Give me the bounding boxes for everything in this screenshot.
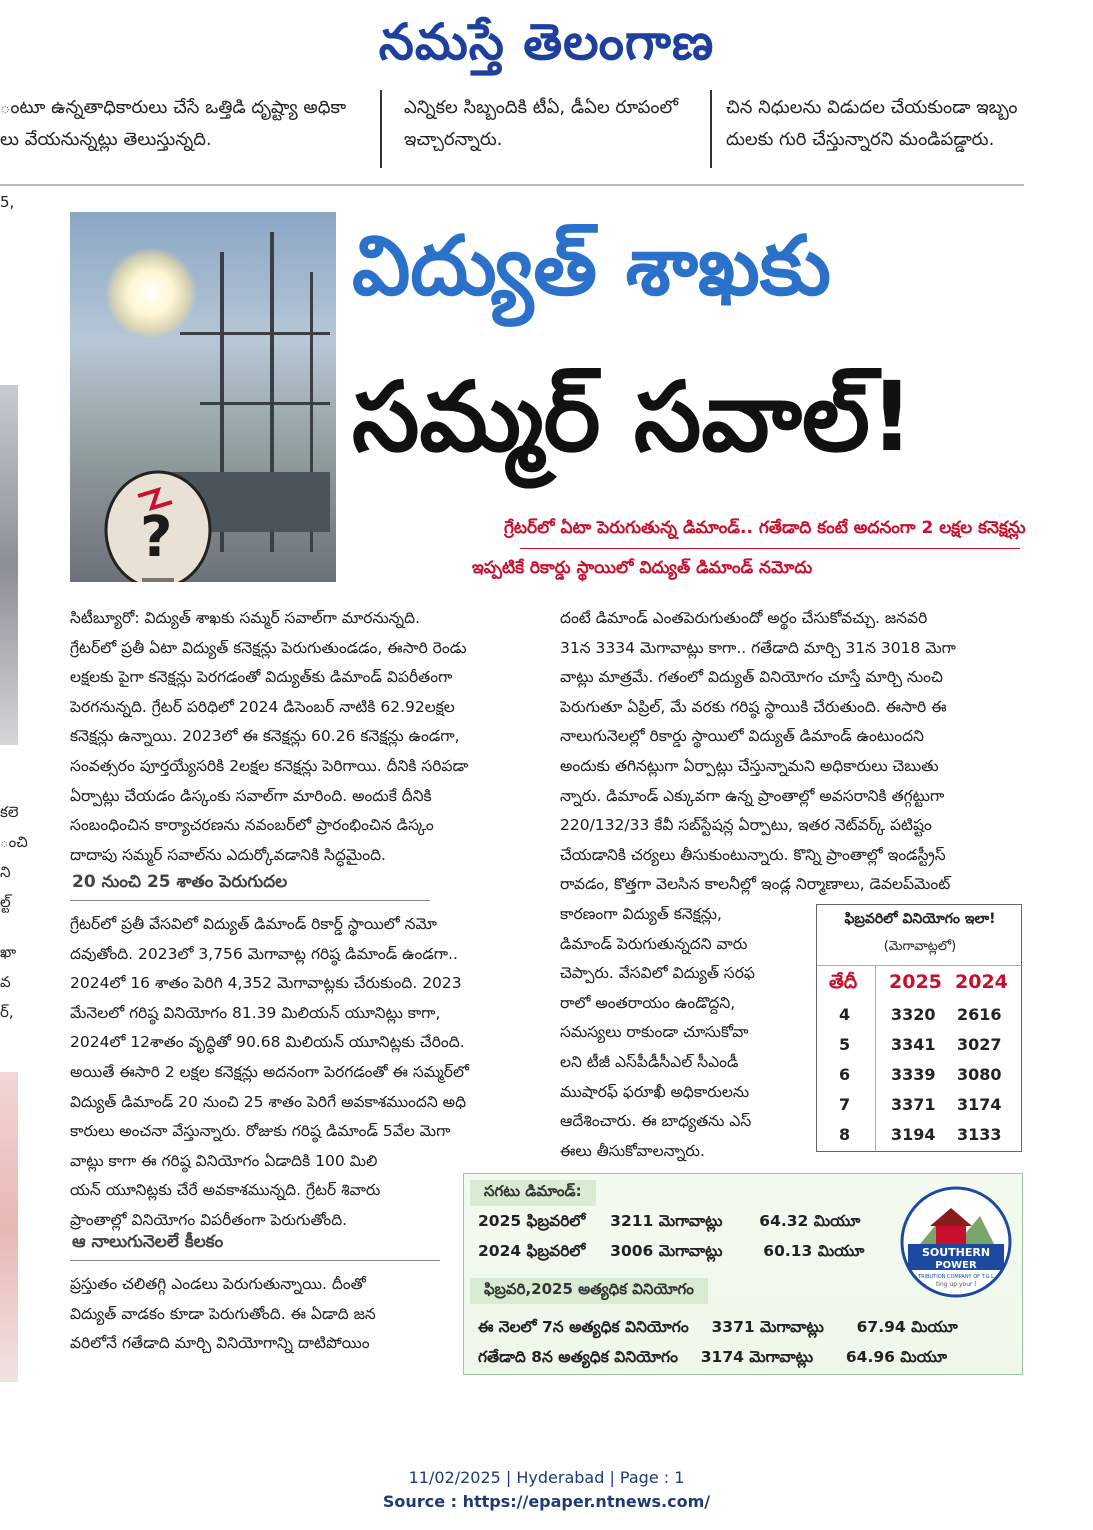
table-cell: 3133 (957, 1125, 1002, 1144)
logo-text: ting up your l (935, 1281, 977, 1288)
text-line: సమస్యలు రాకుండా చూసుకోవా (560, 1023, 749, 1042)
logo-text: POWER (935, 1260, 977, 1271)
text-line: ఏర్పాట్లు చేయడం డిస్కంకు సవాల్‌గా మారింది. అందుకే దీనికి (70, 786, 432, 805)
column-divider (710, 90, 712, 168)
table-cell: 3341 (891, 1035, 936, 1054)
lightbulb-icon (98, 468, 258, 582)
prev-line: చిన నిధులను విడుదల చేయకుండా ఇబ్బం (726, 97, 1018, 118)
summary-mu: 64.32 మియూ (759, 1212, 861, 1230)
text-line: ప్రస్తుతం చలితగ్గి ఎండలు పెరుగుతున్నాయి. దీంతో (70, 1275, 366, 1293)
text-line: చెప్పారు. వేసవిలో విద్యుత్ సరఫ (560, 964, 755, 983)
text-line: 31న 3334 మెగావాట్లు కాగా.. గతేడాది మార్చి 31న 3018 మెగా (560, 638, 956, 657)
text-line: అయితే ఈసారి 2 లక్షల కనెక్షన్లు అదనంగా పెరగడంతో ఈ సమ్మర్‌లో (70, 1062, 469, 1081)
summary-mu: 64.96 మియూ (845, 1348, 947, 1366)
section-divider (0, 184, 1024, 186)
text-line: గ్రేటర్‌లో ప్రతీ వేసవిలో విద్యుత్ డిమాండ్ రికార్డ్ స్థాయిలో నమో (70, 915, 437, 933)
summary-label: 2024 ఫిబ్రవరిలో (478, 1242, 586, 1260)
summary-mw: 3174 మెగావాట్లు (700, 1348, 814, 1366)
logo-text: TRIBUTION COMPANY OF T.G.L (918, 1274, 994, 1280)
table-cell: 8 (839, 1125, 851, 1144)
adjacent-text-fragment: ఖా (0, 943, 17, 961)
summary-row (478, 1242, 864, 1264)
article-column-1-para-1 (70, 604, 538, 870)
subheadline-2: ఇప్పటికే రికార్డు స్థాయిలో విద్యుత్ డిమాండ్ నమోదు (472, 558, 813, 578)
table-unit: (మెగావాట్లలో) (883, 939, 957, 954)
headline-line-1: విద్యుత్ శాఖకు (352, 219, 831, 314)
summary-label: ఈ నెలలో 7న అత్యధిక వినియోగం (478, 1318, 689, 1336)
text-line: యన్ యూనిట్లకు చేరే అవకాశమున్నది. గ్రేటర్ శివారు (70, 1181, 381, 1200)
table-header-2025: 2025 (889, 971, 942, 993)
prev-column-2 (404, 92, 704, 156)
footer-source: Source : https://epaper.ntnews.com/ (382, 1492, 711, 1511)
table-cell: 3174 (957, 1095, 1002, 1114)
text-line: సిటీబ్యూరో: విద్యుత్ శాఖకు సమ్మర్ సవాల్‌గా మారనున్నది. (70, 609, 421, 627)
text-line: లని టీజీ ఎస్‌పీడీసీఎల్ సీఎండీ (560, 1052, 739, 1071)
section-rule (70, 1260, 440, 1261)
text-line: 2024లో 16 శాతం పెరిగి 4,352 మెగావాట్లకు చేరుకుంది. 2023 (70, 974, 462, 993)
summary-label: గతేడాది 8న అత్యధిక వినియోగం (478, 1348, 678, 1366)
table-title: ఫిబ్రవరిలో వినియోగం ఇలా! (844, 911, 996, 927)
table-cell: 3027 (957, 1035, 1002, 1054)
text-line: వాట్లు కాగా ఈ గరిష్ఠ వినియోగం ఏడాదికి 100 మిలి (70, 1151, 378, 1170)
footer-date-page: 11/02/2025 | Hyderabad | Page : 1 (408, 1468, 685, 1487)
section-title-1: 20 నుంచి 25 శాతం పెరుగుదల (72, 872, 288, 892)
summary-mu: 60.13 మియూ (763, 1242, 865, 1260)
text-line: కారణంగా విద్యుత్ కనెక్షన్లు, (560, 905, 722, 923)
article-photo (70, 212, 336, 582)
text-line: చేయడానికి చర్యలు తీసుకుంటున్నారు. కొన్ని ప్రాంతాల్లో ఇండస్ట్రీస్ (560, 845, 946, 864)
text-line: లక్షలకు పైగా కనెక్షన్లు పెరగడంతో విద్యుత్‌కు డిమాండ్ విపరీతంగా (70, 668, 453, 687)
adjacent-text-fragment: ని (0, 863, 11, 881)
adjacent-text-fragment: ల్ట్ (0, 893, 11, 911)
summary-row (478, 1318, 958, 1340)
text-line: దంటే డిమాండ్ ఎంతపెరుగుతుందో అర్థం చేసుకోవచ్చు. జనవరి (560, 609, 928, 627)
text-line: గ్రేటర్‌లో ప్రతీ ఏటా విద్యుత్ కనెక్షన్లు పెరుగుతుండడం, ఈసారి రెండు (70, 638, 467, 657)
text-line: విద్యుత్ వాడకం కూడా పెరుగుతోంది. ఈ ఏడాది జన (70, 1304, 376, 1323)
article-column-2-para-1 (560, 604, 1024, 900)
summary-row (478, 1348, 947, 1370)
adjacent-text-fragment: వ (0, 973, 11, 991)
text-line: కనెక్షన్లు ఉన్నాయి. 2023లో ఈ కనెక్షన్లు 60.26 కనెక్షన్లు ఉండగా, (70, 727, 460, 746)
text-line: ఆదేశించారు. ఈ బాధ్యతను ఎస్ (560, 1112, 752, 1131)
adjacent-photo-fragment (0, 1072, 18, 1382)
adjacent-text-fragment: 5, (0, 193, 15, 211)
text-line: 2024లో 12శాతం వృద్ధితో 90.68 మిలియన్ యూనిట్లకు చేరింది. (70, 1033, 465, 1052)
summary-label: 2025 ఫిబ్రవరిలో (478, 1212, 586, 1230)
text-line: 220/132/33 కేవీ సబ్‌స్టేషన్ల ఏర్పాటు, ఇతర నెట్‌వర్క్ పటిష్టం (560, 816, 932, 835)
section-title-2: ఆ నాలుగునెలలే కీలకం (72, 1232, 224, 1252)
table-cell: 3194 (891, 1125, 936, 1144)
table-cell: 3371 (891, 1095, 936, 1114)
prev-column-3 (726, 92, 1026, 156)
summary-tag-average: సగటు డిమాండ్: (470, 1180, 596, 1206)
text-line: సంవత్సరం పూర్తయ్యేసరికి 2లక్షల కనెక్షన్లు పెరిగాయి. దీనికి సరిపడా (70, 756, 469, 775)
text-line: ముషారఫ్ ఫరూఖీ అధికారులను (560, 1082, 750, 1101)
prev-line: ఇచ్చారన్నారు. (404, 129, 503, 150)
table-header-2024: 2024 (955, 971, 1008, 993)
svg-text:?: ? (140, 505, 173, 570)
newspaper-masthead: నమస్తే తెలంగాణ (378, 12, 715, 71)
text-line: దాదాపు సమ్మర్ సవాల్‌ను ఎదుర్కోవడానికి సిద్ధమైంది. (70, 845, 386, 864)
headline-line-2: సమ్మర్ సవాల్! (352, 361, 914, 473)
logo-text: SOUTHERN (921, 1246, 991, 1259)
text-line: నాలుగునెలల్లో రికార్డు స్థాయిలో విద్యుత్ డిమాండ్ ఉంటుందని (560, 727, 924, 746)
column-divider (380, 90, 382, 168)
table-cell: 3320 (891, 1005, 936, 1024)
adjacent-text-fragment: కలె (0, 803, 19, 821)
subheadline-1: గ్రేటర్‌లో ఏటా పెరుగుతున్న డిమాండ్.. గతేడాది కంటే అదనంగా 2 లక్షల కనెక్షన్లు (504, 518, 1026, 538)
text-line: ఈలు తీసుకోవాలన్నారు. (560, 1141, 705, 1160)
southern-power-logo (900, 1186, 1012, 1298)
text-line: అందుకు తగినట్లుగా ఏర్పాట్లు చేస్తున్నామని అధికారులు చెబుతు (560, 756, 939, 775)
article-column-1-para-3 (70, 1270, 450, 1359)
table-rule (875, 965, 876, 1151)
adjacent-text-fragment: ర్, (0, 1003, 14, 1021)
sun-glare-icon (106, 248, 196, 338)
text-line: సంబంధించిన కార్యాచరణను నవంబర్‌లో ప్రారంభించిన డిస్కం (70, 816, 434, 835)
table-rule (817, 965, 1023, 966)
table-header-date: తేదీ (829, 971, 858, 993)
text-line: రాలో అంతరాయం ఉండొద్దని, (560, 993, 736, 1012)
prev-line: లు వేయనున్నట్లు తెలుస్తున్నది. (0, 129, 212, 150)
article-column-2-para-2 (560, 900, 800, 1166)
table-cell: 3080 (957, 1065, 1002, 1084)
summary-mw: 3006 మెగావాట్లు (610, 1242, 723, 1260)
prev-column-1 (0, 92, 372, 156)
text-line: ప్రాంతాల్లో వినియోగం విపరీతంగా పెరుగుతోంది. (70, 1210, 348, 1229)
text-line: న్నారు. డిమాండ్ ఎక్కువగా ఉన్న ప్రాంతాల్లో అవసరానికి తగ్గట్టుగా (560, 786, 945, 805)
prev-line: ంటూ ఉన్నతాధికారులు చేసే ఒత్తిడి దృష్ట్యా అధికా (0, 97, 347, 118)
text-line: రావడం, కొత్తగా వెలసిన కాలనీల్లో ఇండ్ల నిర్మాణాలు, డెవలప్‌మెంట్ (560, 875, 951, 894)
summary-row (478, 1212, 860, 1234)
prev-line: ఎన్నికల సిబ్బందికి టీఏ, డీఏల రూపంలో (404, 97, 679, 118)
text-line: కారులు అంచనా వేస్తున్నారు. రోజుకు గరిష్ఠ డిమాండ్ 5వేల మెగా (70, 1122, 451, 1141)
text-line: వరిలోనే గతేడాది మార్చి వినియోగాన్ని దాటిపోయిం (70, 1334, 370, 1353)
table-cell: 4 (839, 1005, 851, 1024)
text-line: డిమాండ్ పెరుగుతున్నదని వారు (560, 934, 748, 953)
section-rule (70, 900, 430, 901)
text-line: మేనెలలో గరిష్ఠ వినియోగం 81.39 మిలియన్ యూనిట్లు కాగా, (70, 1003, 441, 1022)
summary-tag-peak: ఫిబ్రవరి,2025 అత్యధిక వినియోగం (470, 1278, 708, 1304)
text-line: పెరుగుతూ ఏప్రిల్, మే వరకు గరిష్ఠ స్థాయికి చేరుతుంది. ఈసారి ఈ (560, 697, 947, 716)
table-cell: 2616 (957, 1005, 1002, 1024)
table-cell: 5 (839, 1035, 851, 1054)
table-cell: 7 (839, 1095, 851, 1114)
consumption-table (816, 904, 1022, 1152)
table-cell: 6 (839, 1065, 851, 1084)
summary-mw: 3211 మెగావాట్లు (610, 1212, 723, 1230)
summary-mu: 67.94 మియూ (856, 1318, 958, 1336)
text-line: దవుతోంది. 2023లో 3,756 మెగావాట్ల గరిష్ఠ డిమాండ్ ఉండగా.. (70, 944, 458, 963)
adjacent-text-fragment: ంచి (0, 833, 28, 851)
text-line: పెరగనున్నది. గ్రేటర్ పరిధిలో 2024 డిసెంబర్ నాటికి 62.92లక్షల (70, 697, 455, 716)
text-line: వాట్లు మాత్రమే. గతంలో విద్యుత్ వినియోగం చూస్తే మార్చి నుంచి (560, 668, 943, 687)
prev-line: దులకు గురి చేస్తున్నారని మండిపడ్డారు. (726, 129, 995, 150)
summary-mw: 3371 మెగావాట్లు (711, 1318, 824, 1336)
table-cell: 3339 (891, 1065, 936, 1084)
subheadline-rule (520, 548, 1020, 549)
text-line: విద్యుత్ డిమాండ్ 20 నుంచి 25 శాతం పెరిగే అవకాశముందని అధి (70, 1092, 467, 1111)
adjacent-photo-fragment (0, 385, 18, 745)
